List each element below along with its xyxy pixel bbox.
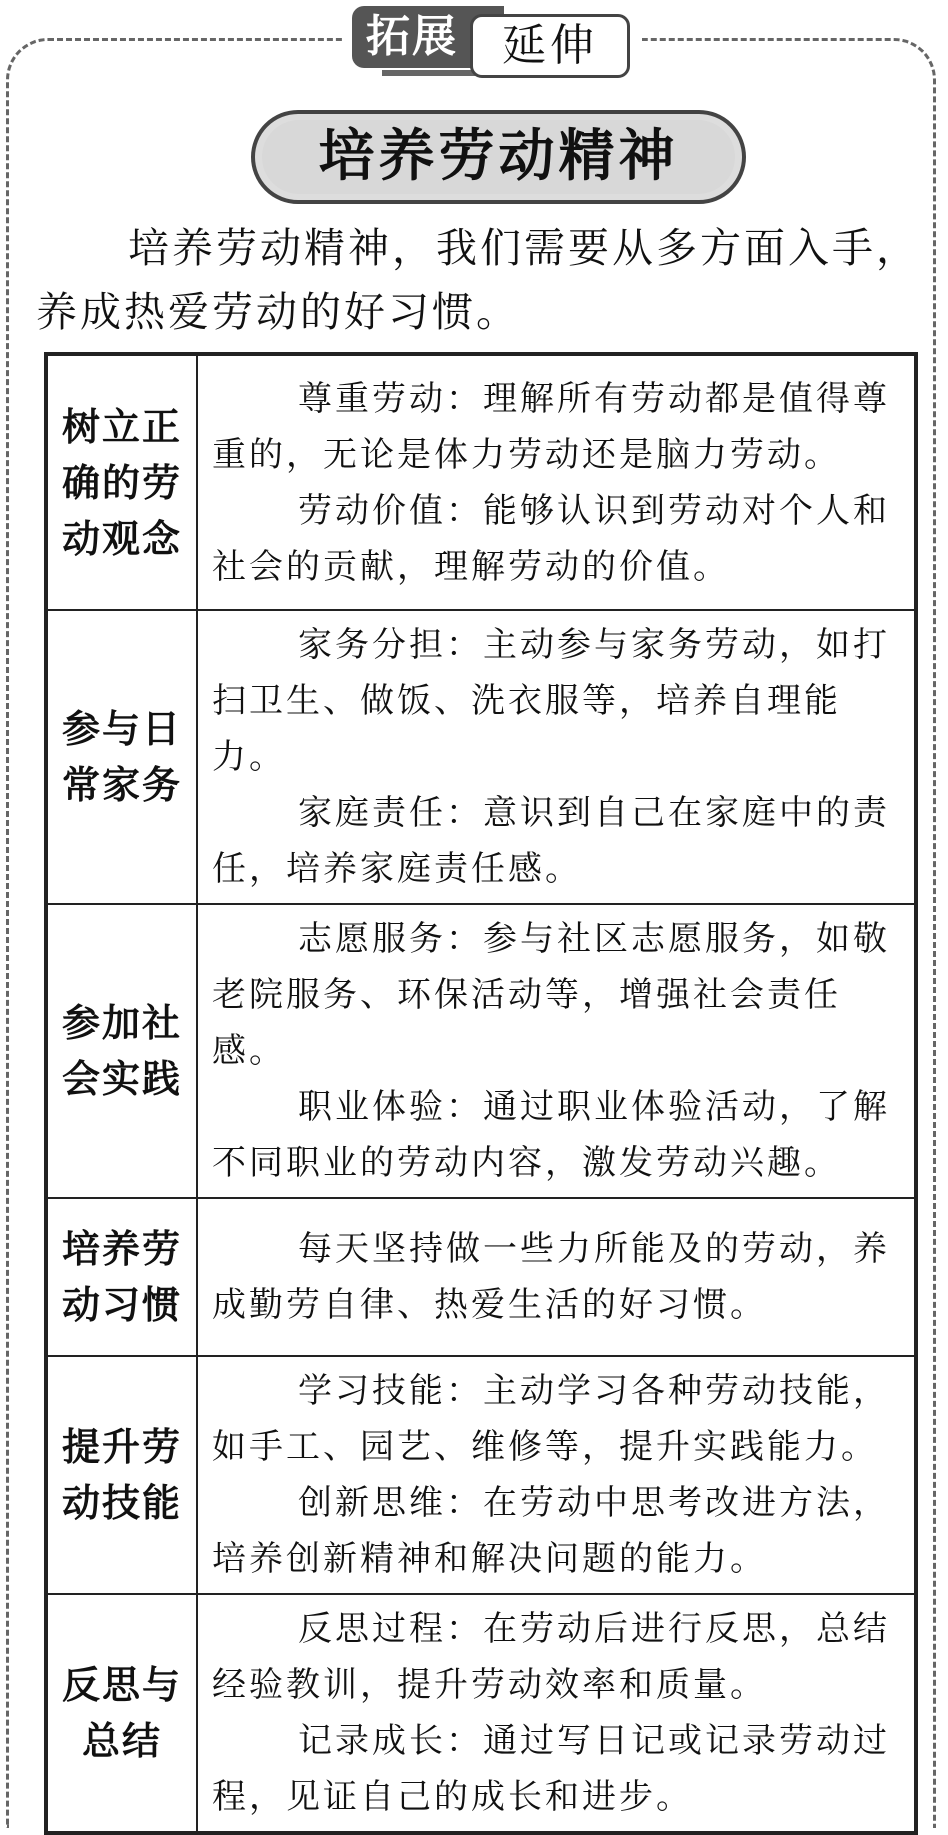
row-content <box>197 610 916 904</box>
content-paragraph: 家庭责任：意识到自己在家庭中的责任，培养家庭责任感。 <box>212 793 890 889</box>
content-paragraph: 职业体验：通过职业体验活动，了解不同职业的劳动内容，激发劳动兴趣。 <box>212 1087 890 1183</box>
content-paragraph: 学习技能：主动学习各种劳动技能，如手工、园艺、维修等，提升实践能力。 <box>212 1371 890 1467</box>
content-paragraph: 尊重劳动：理解所有劳动都是值得尊重的，无论是体力劳动还是脑力劳动。 <box>212 378 890 475</box>
content-paragraph: 每天坚持做一些力所能及的劳动，养成勤劳自律、热爱生活的好习惯。 <box>212 1229 890 1325</box>
row-content <box>197 354 916 610</box>
row-category: 参加社会实践 <box>46 904 197 1198</box>
row-content <box>197 1594 916 1833</box>
row-category: 参与日常家务 <box>46 610 197 904</box>
content-paragraph: 反思过程：在劳动后进行反思，总结经验教训，提升劳动效率和质量。 <box>212 1609 890 1705</box>
row-category: 提升劳动技能 <box>46 1356 197 1594</box>
table-row <box>46 1198 916 1356</box>
row-category: 培养劳动习惯 <box>46 1198 197 1356</box>
badge-dark-label: 拓展 <box>352 6 504 68</box>
table-row <box>46 1594 916 1833</box>
content-table <box>44 352 918 1835</box>
content-paragraph: 家务分担：主动参与家务劳动，如打扫卫生、做饭、洗衣服等，培养自理能力。 <box>212 625 890 777</box>
section-badge <box>342 2 642 82</box>
row-content <box>197 904 916 1198</box>
badge-light-label: 延伸 <box>470 14 630 78</box>
table-row <box>46 1356 916 1594</box>
content-paragraph: 创新思维：在劳动中思考改进方法，培养创新精神和解决问题的能力。 <box>212 1483 890 1579</box>
table-row <box>46 904 916 1198</box>
content-paragraph: 记录成长：通过写日记或记录劳动过程，见证自己的成长和进步。 <box>212 1721 890 1817</box>
intro-paragraph: 培养劳动精神，我们需要从多方面入手，养成热爱劳动的好习惯。 <box>36 224 920 336</box>
row-category: 反思与总结 <box>46 1594 197 1833</box>
content-paragraph: 志愿服务：参与社区志愿服务，如敬老院服务、环保活动等，增强社会责任感。 <box>212 919 890 1071</box>
page-title: 培养劳动精神 <box>262 120 735 194</box>
table-row <box>46 354 916 610</box>
row-content <box>197 1198 916 1356</box>
table-row <box>46 610 916 904</box>
row-content <box>197 1356 916 1594</box>
content-paragraph: 劳动价值：能够认识到劳动对个人和社会的贡献，理解劳动的价值。 <box>212 490 890 587</box>
row-category: 树立正确的劳动观念 <box>46 354 197 610</box>
